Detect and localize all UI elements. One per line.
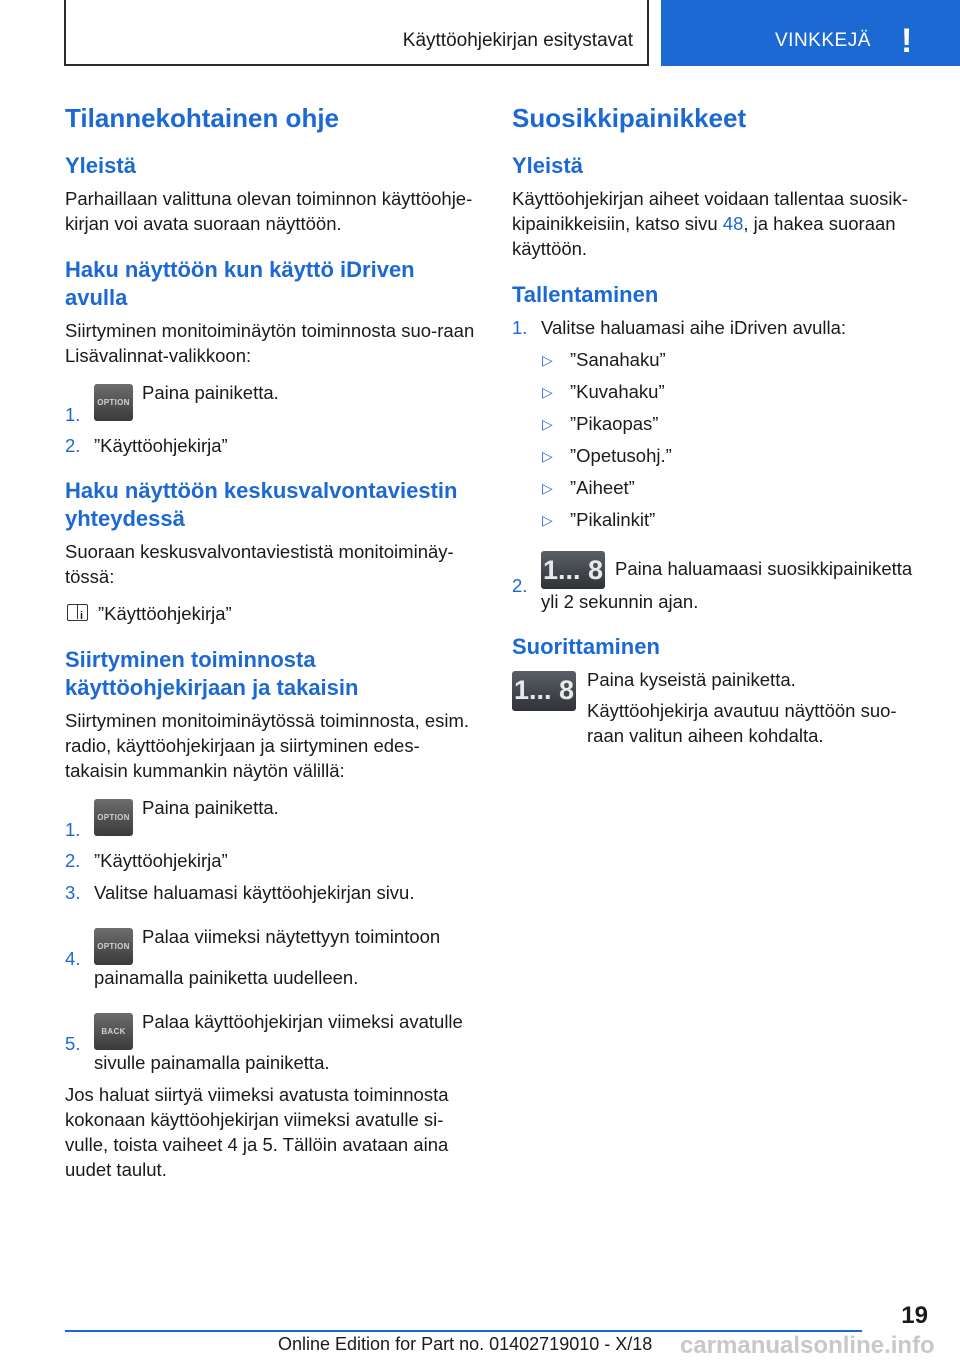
sub-item: ▷ ”Opetusohj.” [512, 443, 922, 468]
subheading-check-control: Haku näyttöön keskusvalvontaviestin yhteydessä [65, 478, 458, 531]
manual-link-line: i ”Käyttöohjekirja” [65, 601, 480, 626]
watermark: carmanualsonline.info [680, 1332, 935, 1359]
sub-item: ▷ ”Sanahaku” [512, 347, 922, 372]
subheading-general: Yleistä [65, 153, 136, 178]
paragraph: Siirtyminen monitoiminäytössä toiminnosta, esim. radio, käyttöohjekirjaan ja siirtyminen edes-takaisin kummankin näytön välillä: [65, 710, 470, 781]
option-button-icon: OPTION [94, 384, 133, 421]
subheading-idrive: Haku näyttöön kun käyttö iDriven avulla [65, 257, 415, 310]
list-item: 3. Valitse haluamasi käyttöohjekirjan sivu. [65, 882, 415, 903]
right-column [512, 100, 922, 754]
left-column [65, 100, 480, 1182]
list-item: 1. Valitse haluamasi aihe iDriven avulla: [512, 317, 847, 338]
execute-block: 1... 8 Paina kyseistä painiketta. Käyttöohjekirja avautuu näyttöön suo-raan valitun aiheen kohdalta. [513, 669, 897, 746]
option-button-icon: OPTION [94, 928, 133, 965]
header-box [64, 0, 649, 66]
header-title: Käyttöohjekirjan esitystavat [402, 30, 633, 51]
sub-item: ▷ ”Kuvahaku” [512, 379, 922, 404]
subheading-saving: Tallentaminen [512, 282, 659, 307]
triangle-bullet-icon: ▷ [542, 448, 553, 464]
triangle-bullet-icon: ▷ [542, 416, 553, 432]
paragraph: Jos haluat siirtyä viimeksi avatusta toiminnosta kokonaan käyttöohjekirjan viimeksi avatulle si-vulle, toista vaiheet 4 ja 5. Tällöin avataan aina uudet taulut. [65, 1084, 449, 1180]
favorite-buttons-icon: 1... 8 [541, 551, 605, 589]
paragraph: Parhaillaan valittuna olevan toiminnon käyttöohje-kirjan voi avata suoraan näyttöön. [65, 188, 473, 234]
option-button-icon: OPTION [94, 799, 133, 836]
manual-book-icon: i [67, 604, 88, 621]
list-item: 1. OPTION Paina painiketta. [65, 797, 279, 840]
list-item: 2. 1... 8 Paina haluamaasi suosikkipainiketta yli 2 sekunnin ajan. [512, 551, 922, 614]
paragraph: Siirtyminen monitoiminäytön toiminnosta suo-raan Lisävalinnat-valikkoon: [65, 320, 475, 366]
triangle-bullet-icon: ▷ [542, 512, 553, 528]
list-item: 1. OPTION Paina painiketta. [65, 382, 279, 425]
favorite-buttons-icon: 1... 8 [512, 671, 576, 711]
subheading-general: Yleistä [512, 153, 583, 178]
header-tab [661, 0, 960, 66]
header-tab-label: VINKKEJÄ [775, 30, 871, 51]
back-button-icon: BACK [94, 1013, 133, 1050]
paragraph: Käyttöohjekirjan aiheet voidaan tallentaa suosik-kipainikkeisiin, katso sivu 48, ja hakea suoraan käyttöön. [512, 188, 908, 259]
list-item: 4. OPTION Palaa viimeksi näytettyyn toimintoon painamalla painiketta uudelleen. [65, 926, 441, 988]
triangle-bullet-icon: ▷ [542, 384, 553, 400]
sub-item: ▷ ”Aiheet” [512, 475, 922, 500]
list-item: 5. BACK Palaa käyttöohjekirjan viimeksi avatulle sivulle painamalla painiketta. [65, 1011, 463, 1073]
subheading-executing: Suorittaminen [512, 634, 660, 659]
sub-item: ▷ ”Pikaopas” [512, 411, 922, 436]
exclamation-icon: ! [901, 22, 913, 60]
sub-item: ▷ ”Pikalinkit” [512, 507, 922, 532]
page-link[interactable]: 48 [722, 213, 744, 234]
footer-edition-text: Online Edition for Part no. 01402719010 - X/18 [278, 1334, 653, 1354]
triangle-bullet-icon: ▷ [542, 352, 553, 368]
triangle-bullet-icon: ▷ [542, 480, 553, 496]
list-item: 2. ”Käyttöohjekirja” [65, 435, 228, 456]
section-title-context-help: Tilannekohtainen ohje [65, 103, 340, 133]
section-title-favorites: Suosikkipainikkeet [512, 103, 747, 133]
subheading-switching: Siirtyminen toiminnosta käyttöohjekirjaan ja takaisin [65, 647, 359, 700]
paragraph: Suoraan keskusvalvontaviestistä monitoiminäy-tössä: [65, 541, 454, 587]
list-item: 2. ”Käyttöohjekirja” [65, 850, 228, 871]
page-number: 19 [901, 1302, 928, 1329]
